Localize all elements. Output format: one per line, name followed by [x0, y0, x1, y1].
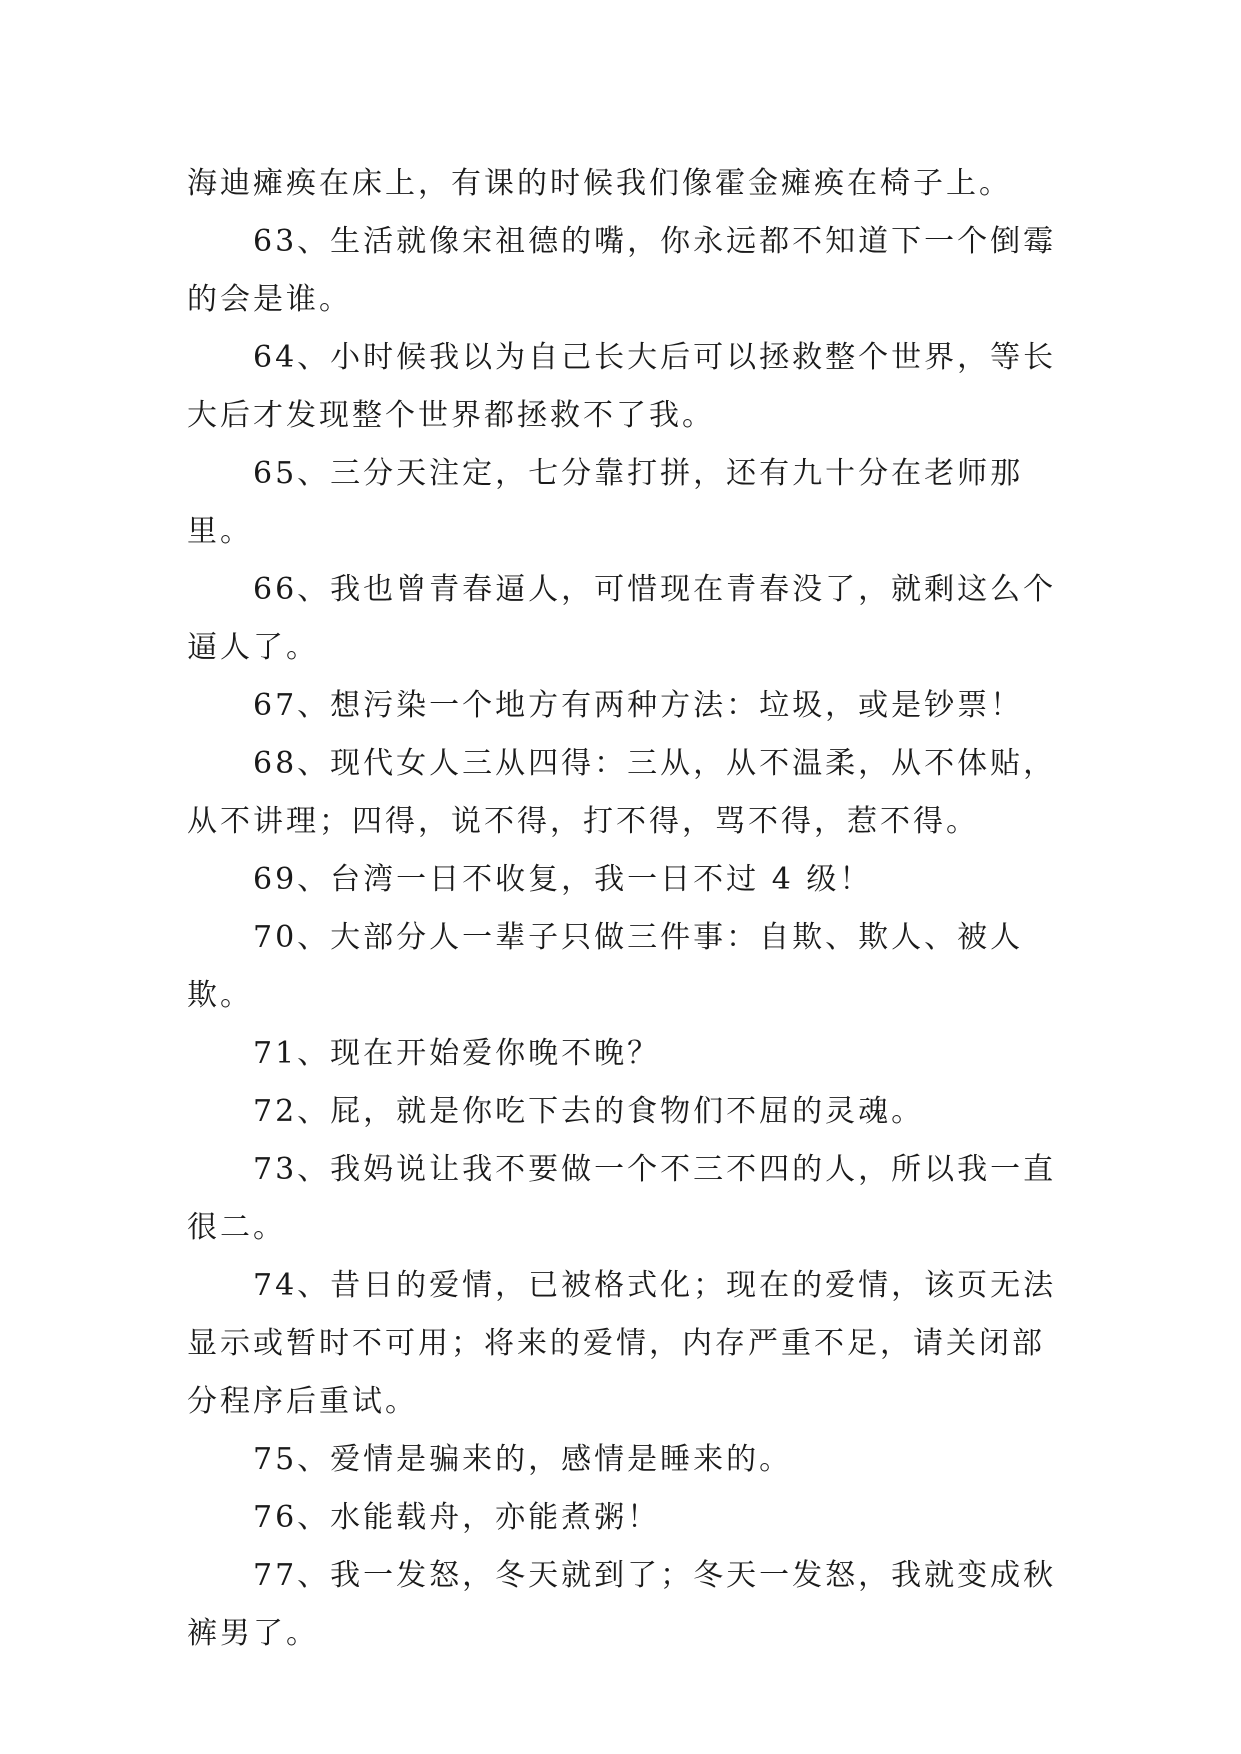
paragraph-63: 63、生活就像宋祖德的嘴，你永远都不知道下一个倒霉的会是谁。	[187, 224, 1057, 317]
paragraph-64: 64、小时候我以为自己长大后可以拯救整个世界，等长大后才发现整个世界都拯救不了我。	[187, 340, 1057, 433]
paragraph-72: 72、屁，就是你吃下去的食物们不屈的灵魂。	[253, 1094, 925, 1129]
paragraph-69: 69、台湾一日不收复，我一日不过 4 级！	[253, 862, 873, 897]
paragraph-70: 70、大部分人一辈子只做三件事：自欺、欺人、被人欺。	[187, 920, 1024, 1013]
document-body	[187, 155, 1067, 1663]
paragraph-71: 71、现在开始爱你晚不晚？	[253, 1036, 661, 1071]
paragraph-continuation: 海迪瘫痪在床上，有课的时候我们像霍金瘫痪在椅子上。	[187, 166, 1012, 201]
paragraph-75: 75、爱情是骗来的，感情是睡来的。	[253, 1442, 793, 1477]
paragraph-77: 77、我一发怒，冬天就到了；冬天一发怒，我就变成秋裤男了。	[187, 1558, 1057, 1651]
paragraph-73: 73、我妈说让我不要做一个不三不四的人，所以我一直很二。	[187, 1152, 1057, 1245]
paragraph-76: 76、水能载舟，亦能煮粥！	[253, 1500, 661, 1535]
paragraph-68: 68、现代女人三从四得：三从，从不温柔，从不体贴，从不讲理；四得，说不得，打不得，骂不得，惹不得。	[187, 746, 1057, 839]
paragraph-66: 66、我也曾青春逼人，可惜现在青春没了，就剩这么个逼人了。	[187, 572, 1057, 665]
paragraph-67: 67、想污染一个地方有两种方法：垃圾，或是钞票！	[253, 688, 1024, 723]
paragraph-74: 74、昔日的爱情，已被格式化；现在的爱情，该页无法显示或暂时不可用；将来的爱情，内存严重不足，请关闭部分程序后重试。	[187, 1268, 1057, 1419]
paragraph-65: 65、三分天注定，七分靠打拼，还有九十分在老师那里。	[187, 456, 1024, 549]
